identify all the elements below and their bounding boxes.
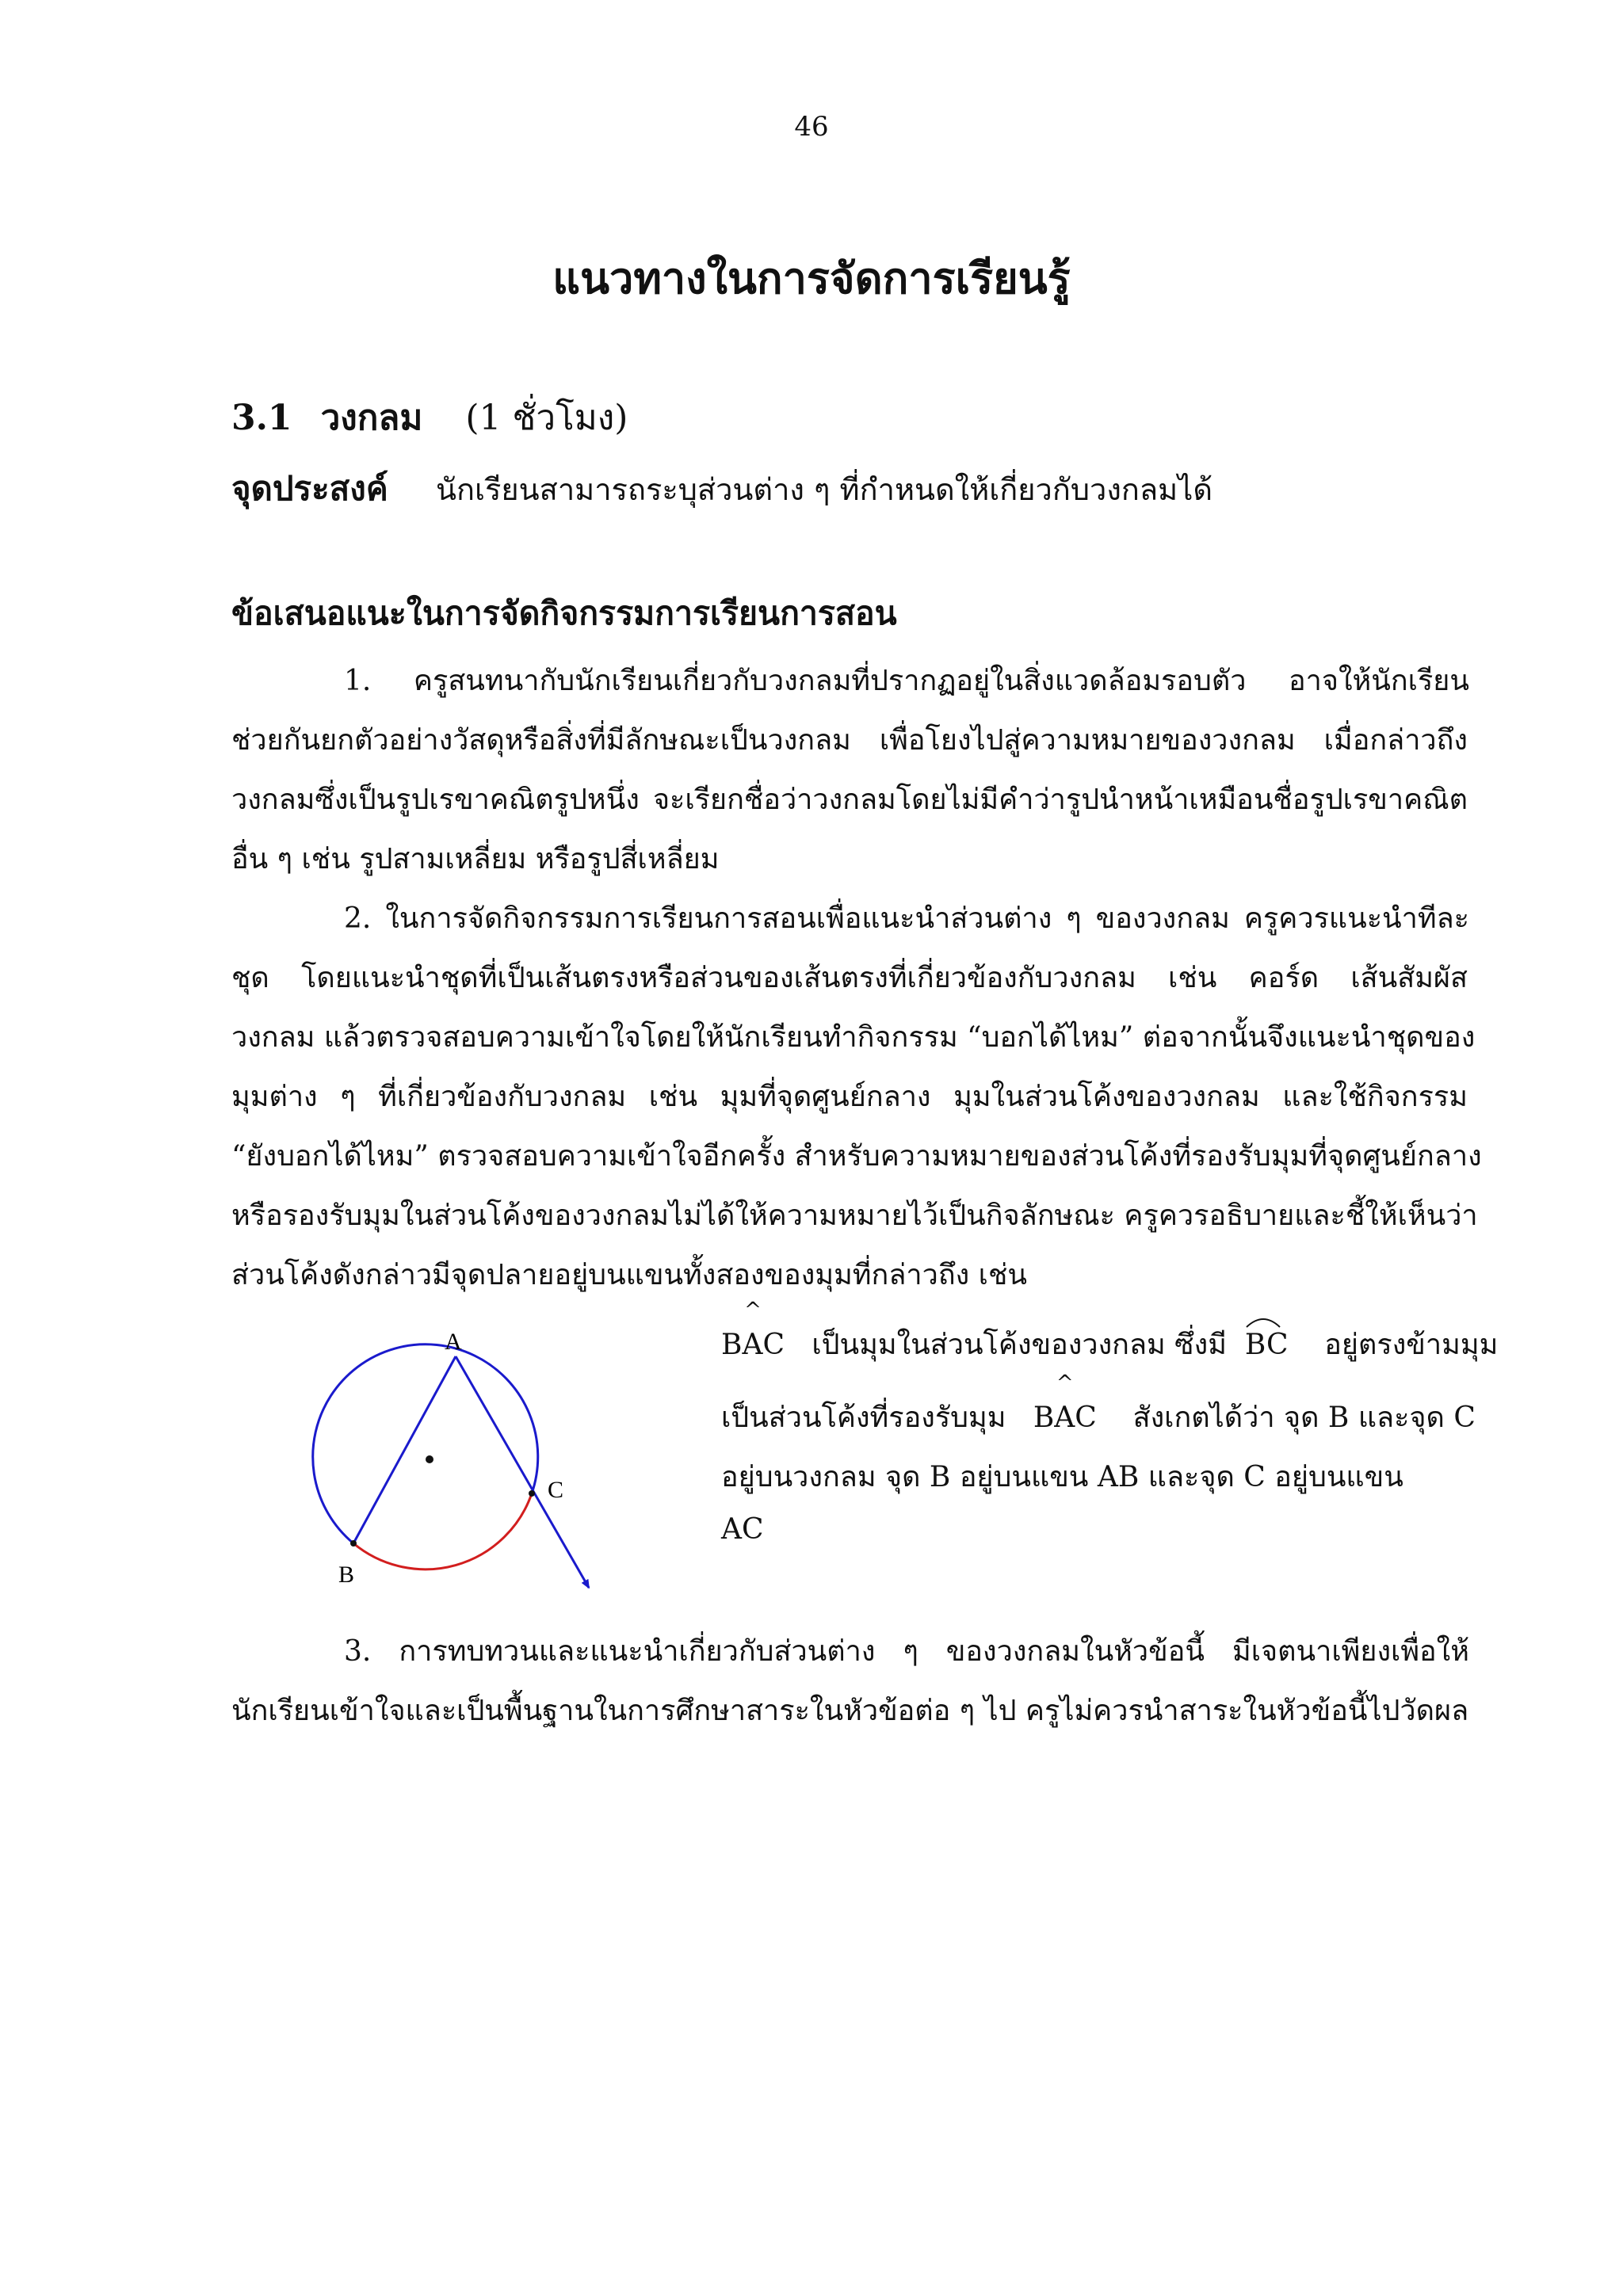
figure-text-segment: อยู่ตรงข้ามมุม	[1324, 1329, 1499, 1361]
paragraph-line: 2. ในการจัดกิจกรรมการเรียนการสอนเพื่อแนะนำส่วนต่าง ๆ ของวงกลม ครูควรแนะนำทีละ	[344, 902, 1469, 935]
circle-diagram	[305, 1319, 606, 1589]
arc-bc-notation	[1245, 1329, 1289, 1361]
arc-bc	[353, 1493, 532, 1569]
paragraph-line: 3. การทบทวนและแนะนำเกี่ยวกับส่วนต่าง ๆ ของวงกลมในหัวข้อนี้ มีเจตนาเพียงเพื่อให้	[344, 1635, 1469, 1668]
section-heading	[231, 390, 628, 445]
figure-text-line: อยู่บนวงกลม จุด B อยู่บนแขน AB และจุด C อยู่บนแขน	[721, 1461, 1403, 1493]
angle-bac	[1033, 1371, 1097, 1434]
paragraph-line: วงกลม แล้วตรวจสอบความเข้าใจโดยให้นักเรียนทำกิจกรรม “บอกได้ไหม” ต่อจากนั้นจึงแนะนำชุดของ	[231, 1021, 1476, 1054]
ray-ac	[456, 1356, 589, 1588]
figure-text-segment: สังเกตได้ว่า จุด B และจุด C	[1132, 1402, 1476, 1434]
angle-hat: ^	[744, 1299, 762, 1322]
paragraph-line: หรือรองรับมุมในส่วนโค้งของวงกลมไม่ได้ให้ความหมายไว้เป็นกิจลักษณะ ครูควรอธิบายและชี้ให้เห็นว่า	[231, 1199, 1478, 1232]
objective-text: นักเรียนสามารถระบุส่วนต่าง ๆ ที่กำหนดให้เกี่ยวกับวงกลมได้	[436, 472, 1213, 507]
label-a: A	[445, 1329, 462, 1355]
arc-symbol	[1243, 1313, 1283, 1329]
angle-hat: ^	[1056, 1371, 1074, 1395]
paragraph-line: “ยังบอกได้ไหม” ตรวจสอบความเข้าใจอีกครั้ง สำหรับความหมายของส่วนโค้งที่รองรับมุมที่จุดศูนย์กลาง	[231, 1140, 1482, 1173]
paragraph-line: นักเรียนเข้าใจและเป็นพื้นฐานในการศึกษาสาระในหัวข้อต่อ ๆ ไป ครูไม่ควรนำสาระในหัวข้อนี้ไปวัดผล	[231, 1695, 1469, 1727]
label-c: C	[548, 1477, 564, 1503]
angle-bac	[721, 1299, 785, 1361]
paragraph-line: 1. ครูสนทนากับนักเรียนเกี่ยวกับวงกลมที่ปรากฏอยู่ในสิ่งแวดล้อมรอบตัว อาจให้นักเรียน	[344, 665, 1469, 697]
paragraph-line: อื่น ๆ เช่น รูปสามเหลี่ยม หรือรูปสี่เหลี่ยม	[231, 843, 720, 875]
page-title: แนวทางในการจัดการเรียนรู้	[552, 253, 1071, 303]
paragraph-line: มุมต่าง ๆ ที่เกี่ยวข้องกับวงกลม เช่น มุมที่จุดศูนย์กลาง มุมในส่วนโค้งของวงกลม และใช้กิจกรรม	[231, 1081, 1468, 1113]
point-b	[350, 1540, 357, 1547]
objective	[231, 463, 1212, 515]
point-c	[529, 1490, 535, 1497]
section-name: วงกลม	[320, 398, 423, 438]
angle-label: BAC	[1033, 1402, 1097, 1434]
objective-label: จุดประสงค์	[231, 469, 388, 508]
circle-major-arc	[313, 1344, 538, 1543]
figure-text-segment: เป็นส่วนโค้งที่รองรับมุม	[721, 1402, 1006, 1434]
paragraph-line: วงกลมซึ่งเป็นรูปเรขาคณิตรูปหนึ่ง จะเรียกชื่อว่าวงกลมโดยไม่มีคำว่ารูปนำหน้าเหมือนชื่อรูปเรขาคณิต	[231, 784, 1468, 816]
paragraph-line: ช่วยกันยกตัวอย่างวัสดุหรือสิ่งที่มีลักษณะเป็นวงกลม เพื่อโยงไปสู่ความหมายของวงกลม เมื่อกล่าวถึง	[231, 724, 1468, 757]
section-number: 3.1	[231, 398, 292, 438]
figure-text-line: AC	[721, 1513, 764, 1546]
subheading: ข้อเสนอแนะในการจัดกิจกรรมการเรียนการสอน	[231, 594, 897, 632]
figure-text-line	[721, 1299, 1499, 1367]
section-duration: (1 ชั่วโมง)	[465, 398, 628, 438]
figure-text-line	[721, 1371, 1476, 1440]
label-b: B	[338, 1562, 355, 1588]
page-number: 46	[794, 111, 829, 143]
paragraph-line: ชุด โดยแนะนำชุดที่เป็นเส้นตรงหรือส่วนของเส้นตรงที่เกี่ยวข้องกับวงกลม เช่น คอร์ด เส้นสัมผัส	[231, 962, 1468, 994]
paragraph-line: ส่วนโค้งดังกล่าวมีจุดปลายอยู่บนแขนทั้งสองของมุมที่กล่าวถึง เช่น	[231, 1259, 1027, 1291]
chord-ab	[353, 1356, 456, 1543]
angle-label: BAC	[721, 1329, 785, 1361]
figure-text-segment: เป็นมุมในส่วนโค้งของวงกลม ซึ่งมี	[812, 1329, 1227, 1361]
center-point	[426, 1455, 433, 1463]
arc-label: BC	[1244, 1329, 1289, 1361]
